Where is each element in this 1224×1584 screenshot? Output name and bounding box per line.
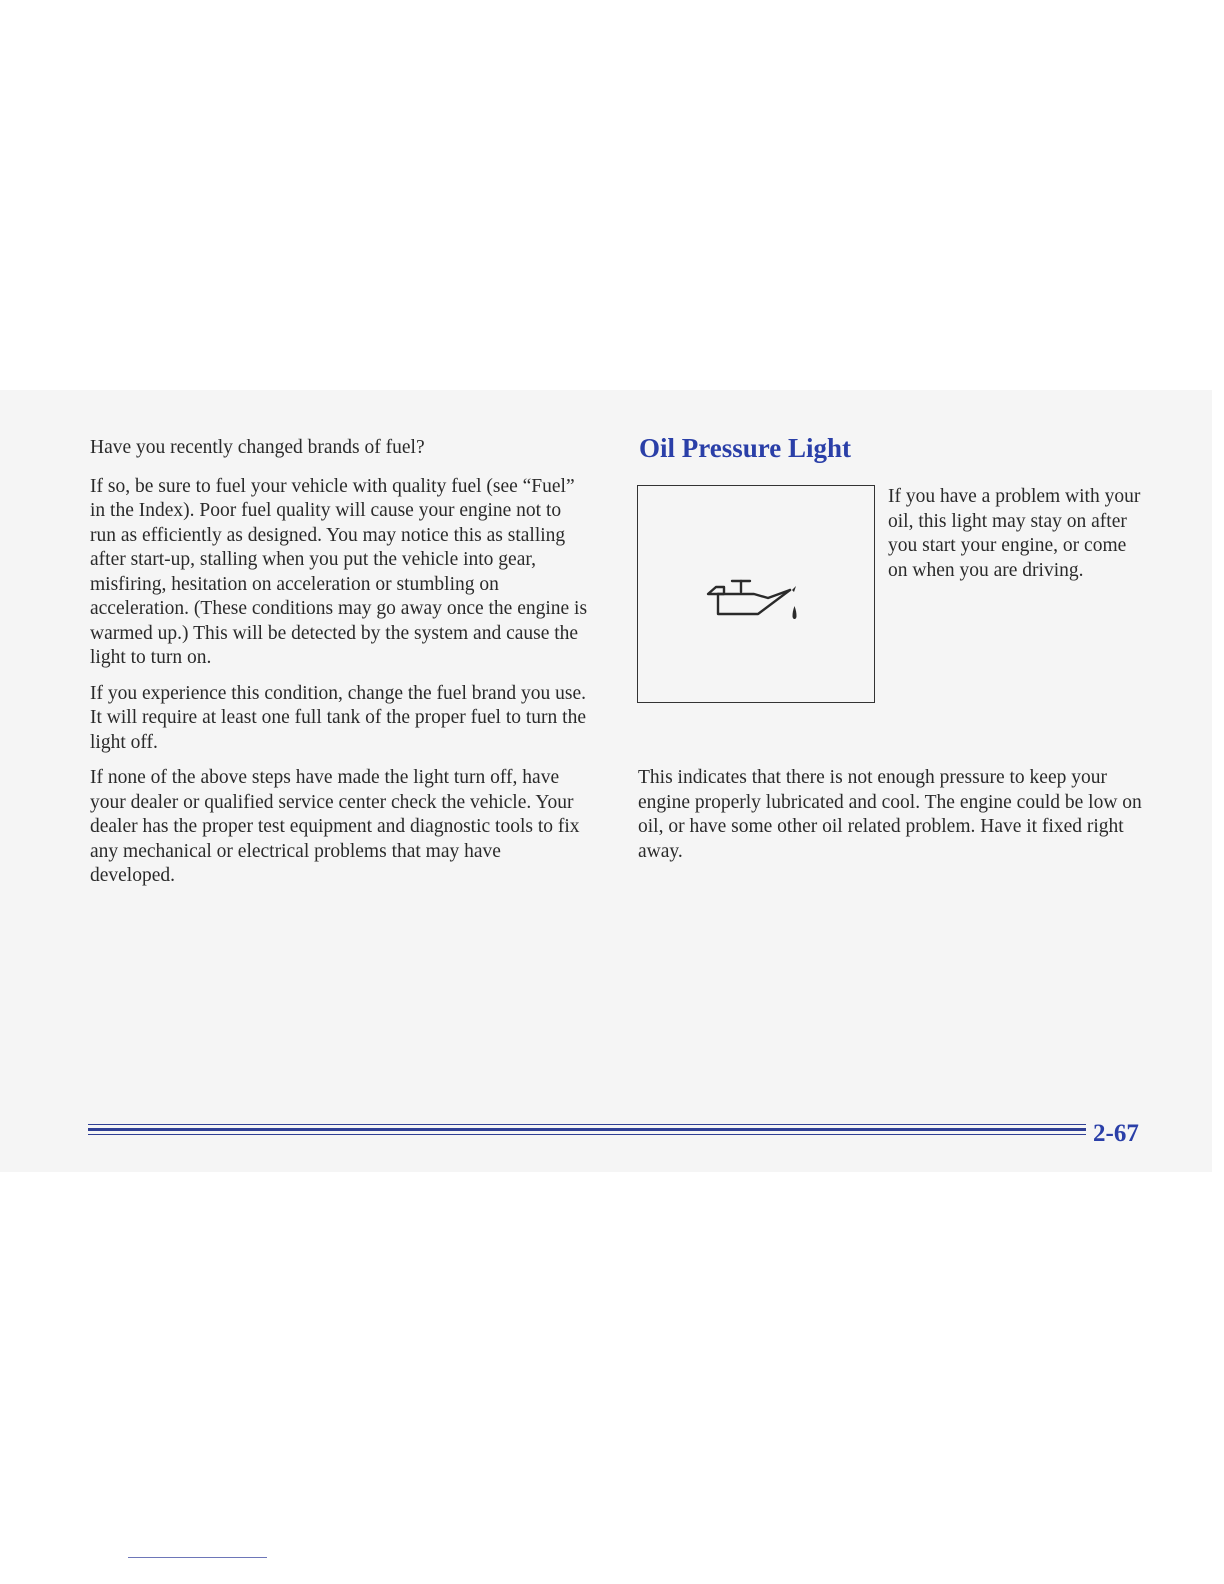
footer-rule	[88, 1124, 1086, 1142]
oil-can-icon	[698, 578, 798, 634]
section-heading: Oil Pressure Light	[639, 433, 852, 463]
paragraph-fuel-question: Have you recently changed brands of fuel?	[90, 437, 425, 458]
footer-rule-line-thin-bottom	[88, 1134, 1086, 1135]
footer-rule-line-thick	[88, 1128, 1086, 1131]
footer-rule-line-thin-top	[88, 1124, 1086, 1125]
stray-scan-line	[128, 1557, 267, 1558]
page-number: 2-67	[1093, 1120, 1139, 1147]
left-column	[90, 436, 590, 900]
paragraph-change-brand: If you experience this condition, change the fuel brand you use. It will require at least one full tank of the proper fuel to turn the light off.	[90, 682, 587, 753]
warning-light-figure	[637, 485, 875, 703]
right-paragraph: This indicates that there is not enough pressure to keep your engine properly lubricated and cool. The engine could be low on oil, or have some other oil related problem. Have it fixed right away.	[638, 767, 1142, 862]
paragraph-fuel-quality: If so, be sure to fuel your vehicle with quality fuel (see “Fuel” in the Index). Poor fuel quality will cause your engine not to run as efficiently as designed. You may notice this as stalling after start-up, stalling when you put the vehicle into gear, misfiring, hesitation on acceleration or stumbling on acceleration. (These conditions may go away once the engine is warmed up.) This will be detected by the system and cause the light to turn on.	[90, 475, 588, 668]
paragraph-see-dealer: If none of the above steps have made the light turn off, have your dealer or qualified service center check the vehicle. Your dealer has the proper test equipment and diagnostic tools to fix any mechanical or electrical problems that may have developed.	[90, 767, 580, 886]
side-paragraph: If you have a problem with your oil, this light may stay on after you start your engine, or come on when you are driving.	[888, 486, 1141, 581]
